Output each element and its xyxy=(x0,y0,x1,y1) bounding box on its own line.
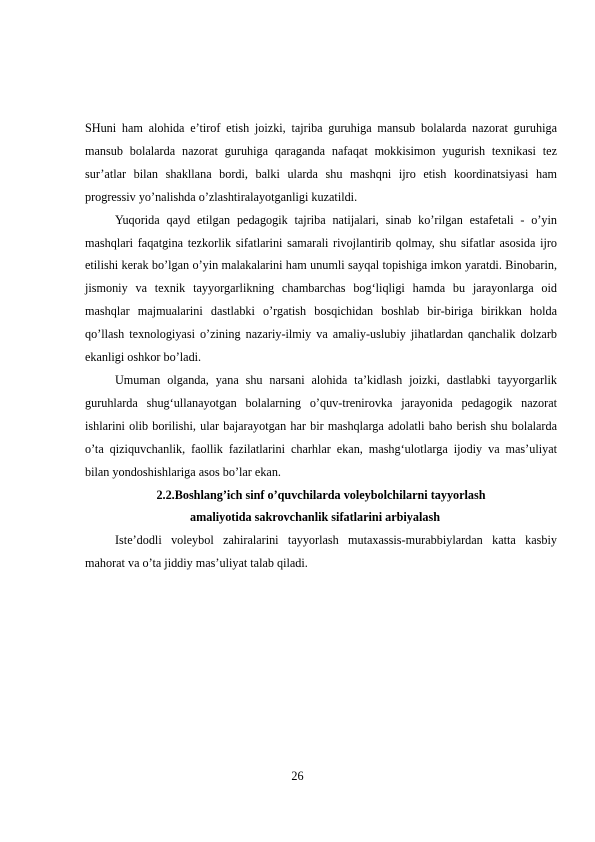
page-number: 26 xyxy=(291,769,304,783)
page-body xyxy=(85,117,557,575)
section-heading-line-1: 2.2.Boshlang’ich sinf o’quvchilarda voleybolchilarni tayyorlash xyxy=(156,487,486,502)
paragraph-3: Umuman olganda, yana shu narsani alohida ta’kidlash joizki, dastlabki tayyorgarlik guruhlarda shug‘ullanayotgan bolalarning o’quv-trenirovka jarayonida pedagogik nazorat ishlarini olib borilishi, ular bajarayotgan har bir mashqlarga adolatli baho berish shu bolalarda o’ta qiziquvchanlik, faollik fazilatlarini charhlar ekan, mashg‘ulotlarga ijodiy va mas’uliyat bilan yondoshishlariga asos bo’lar ekan. xyxy=(85,372,557,479)
paragraph-4: Iste’dodli voleybol zahiralarini tayyorlash mutaxassis-murabbiylardan katta kasbiy mahorat va o’ta jiddiy mas’uliyat talab qiladi. xyxy=(85,533,557,571)
paragraph-2: Yuqorida qayd etilgan pedagogik tajriba natijalari, sinab ko’rilgan estafetali - o’yin mashqlari faqatgina tezkorlik sifatlarini samarali rivojlantirib qolmay, shu sifatlar asosida ijro etilishi kerak bo’lgan o’yin malakalarini ham unumli sayqal topishiga imkon yaratdi. Binobarin, jismoniy va texnik tayyorgarlikning chambarchas bog‘liqligi hamda bu jarayonlarga oid mashqlar majmualarini dastlabki o’rgatish bosqichidan boshlab bir-biriga birikkan holda qo’llash texnologiyasi o’zining nazariy-ilmiy va amaliy-uslubiy jihatlardan qanchalik dolzarb ekanligi oshkor bo’ladi. xyxy=(85,212,557,365)
section-heading-line-2: amaliyotida sakrovchanlik sifatlarini arbiyalash xyxy=(190,510,440,525)
paragraph-1: SHuni ham alohida e’tirof etish joizki, tajriba guruhiga mansub bolalarda nazorat guruhiga mansub bolalarda nazorat guruhiga qaraganda nafaqat mokkisimon yugurish texnikasi tez sur’atlar bilan shakllana bordi, balki ularda shu mashqni ijro etish koordinatsiyasi ham progressiv yo’nalishda o’zlashtiralayotganligi kuzatildi. xyxy=(85,121,557,204)
